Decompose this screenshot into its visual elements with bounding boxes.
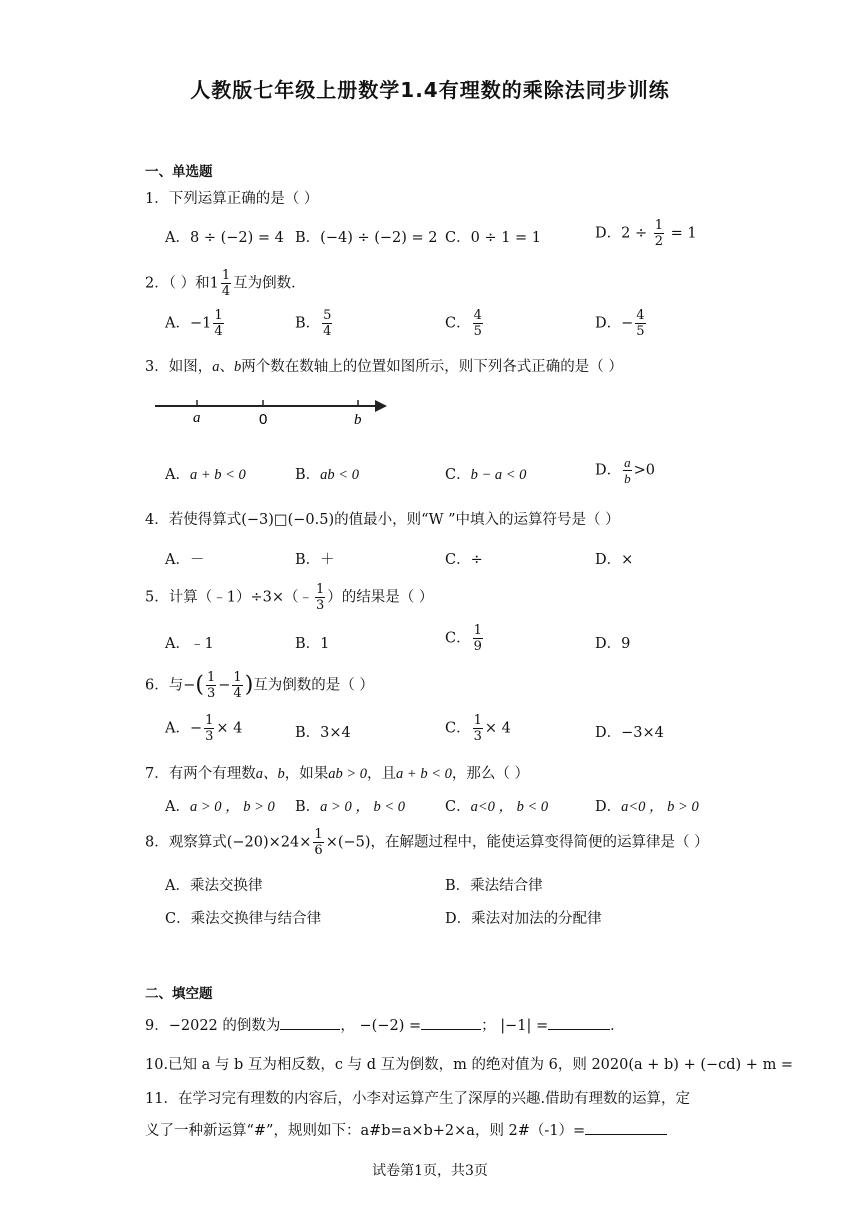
q8-option-b: B．乘法结合律 bbox=[445, 878, 543, 894]
q6-option-d: D．−3×4 bbox=[595, 725, 664, 741]
question-1-stem: 1．下列运算正确的是（ ） bbox=[145, 191, 319, 207]
q4-option-d: D．× bbox=[595, 552, 634, 568]
q1-option-d: D．2 ÷ $\frac{1}{2}$ = 1 bbox=[595, 218, 697, 249]
question-2-stem: 2．（ ）和1 $\frac{1}{4}$ 互为倒数． bbox=[145, 268, 306, 299]
question-4-stem: 4．若使得算式(−3)□(−0.5)的值最小，则“W ”中填入的运算符号是（ ） bbox=[145, 512, 620, 528]
q6-option-b: B．3×4 bbox=[295, 725, 351, 741]
q8-option-c: C．乘法交换律与结合律 bbox=[165, 911, 322, 927]
q7-option-c: C．a<0 ， b < 0 bbox=[445, 799, 549, 815]
number-line-label-b: b bbox=[354, 412, 362, 428]
q6-option-c: C． $\frac{1}{3}$ × 4 bbox=[445, 713, 511, 744]
q1-option-b-expr: (−4) ÷ (−2) = 2 bbox=[320, 230, 438, 246]
page-footer: 试卷第1页，共3页 bbox=[372, 1163, 488, 1179]
q5-option-d: D．9 bbox=[595, 636, 631, 652]
q2-mixed-fraction: $\frac{1}{4}$ bbox=[221, 268, 231, 299]
q7-option-a: A．a > 0 ， b > 0 bbox=[165, 799, 275, 815]
number-line-label-a: a bbox=[193, 410, 201, 426]
question-10: 10.已知 a 与 b 互为相反数，c 与 d 互为倒数，m 的绝对值为 6，则 2020(a + b) + (−cd) + m = bbox=[145, 1057, 794, 1073]
q2-option-a: A．−1 $\frac{1}{4}$ bbox=[165, 308, 223, 339]
q8-option-a: A．乘法交换律 bbox=[165, 878, 263, 894]
question-11-line-1: 11．在学习完有理数的内容后，小李对运算产生了深厚的兴趣.借助有理数的运算，定 bbox=[145, 1091, 691, 1107]
q7-option-d: D．a<0 ， b > 0 bbox=[595, 799, 699, 815]
section-heading-fill-blank: 二、填空题 bbox=[145, 986, 213, 1002]
q1-option-c: C．0 ÷ 1 = 1 bbox=[445, 230, 542, 246]
q3-option-c: C．b − a < 0 bbox=[445, 467, 527, 483]
q2-option-b: B． $\frac{5}{4}$ bbox=[295, 308, 332, 339]
q4-expression: (−3)□(−0.5) bbox=[241, 512, 335, 528]
section-heading-single-choice: 一、单选题 bbox=[145, 164, 213, 180]
answer-blank[interactable] bbox=[280, 1015, 340, 1030]
q5-option-a: A．﹣1 bbox=[165, 636, 214, 652]
q4-option-c: C．÷ bbox=[445, 552, 483, 568]
number-line-label-zero: 0 bbox=[259, 411, 268, 428]
q1-option-b: B．(−4) ÷ (−2) = 2 bbox=[295, 230, 438, 246]
question-3-stem: 3．如图，a、b两个数在数轴上的位置如图所示，则下列各式正确的是（ ） bbox=[145, 359, 623, 375]
question-5-stem: 5．计算（﹣1）÷3×（﹣ $\frac{1}{3}$ ）的结果是（ ） bbox=[145, 582, 434, 613]
q5-option-b: B．1 bbox=[295, 636, 330, 652]
q1-option-a: A．8 ÷ (−2) = 4 bbox=[165, 230, 284, 246]
q5-option-c: C． $\frac{1}{9}$ bbox=[445, 623, 482, 654]
answer-blank[interactable] bbox=[421, 1015, 481, 1030]
q4-option-a: A．－ bbox=[165, 552, 205, 568]
answer-blank[interactable] bbox=[548, 1015, 610, 1030]
q8-option-d: D．乘法对加法的分配律 bbox=[445, 911, 602, 927]
question-9: 9．−2022 的倒数为 ， −(−2) = ； |−1| = ． bbox=[145, 1014, 625, 1035]
q1-option-a-expr: 8 ÷ (−2) = 4 bbox=[189, 230, 284, 246]
q6-option-a: A．− $\frac{1}{3}$ × 4 bbox=[165, 713, 243, 744]
question-7-stem: 7．有两个有理数a、b，如果ab > 0，且a + b < 0，那么（ ） bbox=[145, 766, 529, 782]
q1-option-c-expr: 0 ÷ 1 = 1 bbox=[470, 230, 542, 246]
q7-option-b: B．a > 0 ， b < 0 bbox=[295, 799, 405, 815]
q3-option-d: D． $\frac{a}{b}$ >0 bbox=[595, 455, 656, 486]
q3-option-b: B．ab < 0 bbox=[295, 467, 359, 483]
number-line-figure bbox=[155, 396, 395, 432]
q2-option-d: D．− $\frac{4}{5}$ bbox=[595, 308, 645, 339]
answer-blank[interactable] bbox=[585, 1120, 667, 1135]
question-8-stem: 8．观察算式(−20)×24× $\frac{1}{6}$ ×(−5)，在解题过程中，能使运算变得简便的运算律是（ ） bbox=[145, 827, 709, 858]
page-title: 人教版七年级上册数学1.4有理数的乘除法同步训练 bbox=[190, 78, 670, 102]
question-11-line-2: 义了一种新运算“#”，规则如下：a#b=a×b+2×a，则 2#（-1）= bbox=[145, 1119, 667, 1140]
q1-option-d-fraction: $\frac{1}{2}$ bbox=[654, 218, 664, 249]
q4-option-b: B．＋ bbox=[295, 552, 335, 568]
q2-option-c: C． $\frac{4}{5}$ bbox=[445, 308, 482, 339]
q3-option-a: A．a + b < 0 bbox=[165, 467, 246, 483]
question-6-stem: 6．与−( $\frac{1}{3}$ − $\frac{1}{4}$ )互为倒数的是（ ） bbox=[145, 670, 374, 701]
